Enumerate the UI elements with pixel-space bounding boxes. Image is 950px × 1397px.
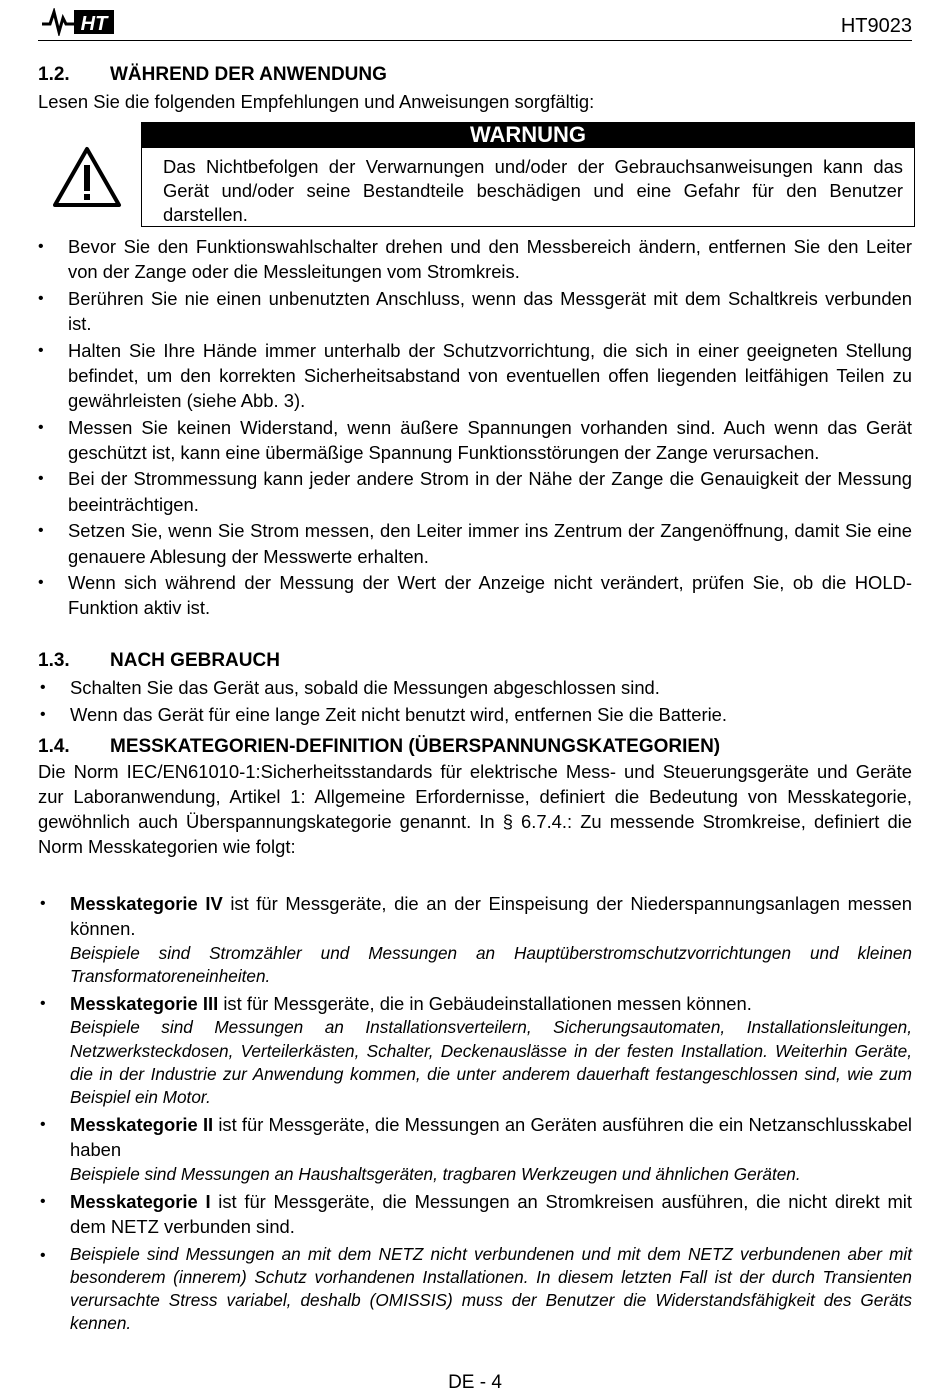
list-item: • Wenn das Gerät für eine lange Zeit nicht benutzt wird, entfernen Sie die Batterie. bbox=[70, 702, 914, 727]
model-name: HT9023 bbox=[840, 15, 912, 37]
header-divider bbox=[38, 40, 912, 41]
category-term: Messkategorie II bbox=[70, 1114, 214, 1136]
list-item: • Berühren Sie nie einen unbenutzten Anschluss, wenn das Messgerät mit dem Schaltkreis verbunden ist. bbox=[68, 286, 912, 337]
category-text: ist für Messgeräte, die an der Einspeisung der Niederspannungsanlagen messen können. bbox=[70, 893, 912, 940]
category-term: Messkategorie III bbox=[70, 993, 219, 1014]
section-heading-1-2 bbox=[38, 64, 387, 86]
section-heading-1-4 bbox=[38, 736, 720, 758]
section-title: NACH GEBRAUCH bbox=[110, 650, 280, 671]
usage-list bbox=[68, 234, 912, 622]
ht-logo bbox=[40, 8, 116, 36]
category-term: Messkategorie IV bbox=[70, 893, 223, 914]
category-example: Beispiele sind Messungen an Haushaltsgeräten, tragbaren Werkzeugen und ähnlichen Geräten. bbox=[70, 1163, 801, 1184]
category-example: Beispiele sind Messungen an Installationsverteilern, Sicherungsautomaten, Installationsleitungen, Netzwerksteckdosen, Verteilerkästen, Schalter, Deckenauslässe in der festen Installation. Weiterhin Geräte, die in der Industrie zur Anwendung kommen, die unter anderem dauerhaft festangeschlossen sind, wie zum Beispiel ein Motor. bbox=[70, 1017, 912, 1107]
after-use-list bbox=[70, 675, 914, 728]
section-number: 1.3. bbox=[38, 650, 70, 671]
section-title: MESSKATEGORIEN-DEFINITION (ÜBERSPANNUNGSKATEGORIEN) bbox=[110, 736, 721, 757]
warning-title: WARNUNG bbox=[141, 122, 915, 148]
category-item bbox=[70, 991, 912, 1109]
category-item bbox=[70, 1243, 912, 1336]
list-item: • Schalten Sie das Gerät aus, sobald die Messungen abgeschlossen sind. bbox=[70, 675, 914, 700]
list-item: • Setzen Sie, wenn Sie Strom messen, den Leiter immer ins Zentrum der Zangenöffnung, damit Sie eine genauere Ablesung der Messwerte erhalten. bbox=[68, 518, 912, 569]
warning-text: Das Nichtbefolgen der Verwarnungen und/oder der Gebrauchsanweisungen kann das Gerät und/oder seine Bestandteile beschädigen und eine Gefahr für den Benutzer darstellen. bbox=[163, 156, 903, 225]
category-item bbox=[70, 1189, 912, 1240]
category-example: • Beispiele sind Messungen an mit dem NETZ nicht verbundenen und mit dem NETZ verbundenen aber mit besonderem (innerem) Schutz vorhandenen Installationen. In diesem letzten Fall ist der durch Transienten verursachte Stress variabel, deshalb (OMISSIS) muss der Benutzer die Widerstandsfähigkeit des Geräts kennen. bbox=[70, 1243, 912, 1334]
category-text: ist für Messgeräte, die Messungen an Stromkreisen ausführen, die nicht direkt mit dem NETZ verbunden sind. bbox=[70, 1190, 912, 1238]
warning-triangle-icon bbox=[52, 145, 122, 209]
category-text: ist für Messgeräte, die Messungen an Geräten ausführen die ein Netzanschlusskabel haben bbox=[70, 1114, 913, 1161]
category-text: ist für Messgeräte, die in Gebäudeinstallationen messen können. bbox=[218, 993, 752, 1014]
category-example: Beispiele sind Stromzähler und Messungen an Hauptüberstromschutzvorrichtungen und kleinen Transformatoreneinheiten. bbox=[70, 942, 912, 986]
list-item: • Messen Sie keinen Widerstand, wenn äußere Spannungen vorhanden sind. Auch wenn das Gerät geschützt ist, kann eine übermäßige Spannung Funktionsstörungen der Zange verursachen. bbox=[68, 415, 912, 466]
list-item: • Halten Sie Ihre Hände immer unterhalb der Schutzvorrichtung, die sich in einer geeigneten Stellung befindet, um den korrekten Sicherheitsabstand von eventuellen offen liegenden leitfähigen Teilen zu gewährleisten (siehe Abb. 3). bbox=[68, 338, 912, 414]
list-item: • Bevor Sie den Funktionswahlschalter drehen und den Messbereich ändern, entfernen Sie den Leiter von der Zange oder die Messleitungen vom Stromkreis. bbox=[68, 234, 912, 285]
section-number: 1.4. bbox=[38, 736, 70, 757]
section-number: 1.2. bbox=[38, 64, 70, 85]
category-term: Messkategorie I bbox=[70, 1190, 211, 1212]
logo-text: HT bbox=[80, 13, 108, 35]
list-item: • Bei der Strommessung kann jeder andere Strom in der Nähe der Zange die Genauigkeit der Messung beeinträchtigen. bbox=[68, 466, 912, 517]
section-title: WÄHREND DER ANWENDUNG bbox=[110, 64, 387, 85]
category-item bbox=[70, 891, 912, 988]
category-list bbox=[70, 891, 912, 1338]
section-heading-1-3 bbox=[38, 650, 280, 672]
list-item: • Wenn sich während der Messung der Wert der Anzeige nicht verändert, prüfen Sie, ob die HOLD-Funktion aktiv ist. bbox=[68, 570, 912, 621]
section-intro: Die Norm IEC/EN61010-1:Sicherheitsstandards für elektrische Mess- und Steuerungsgeräte und Geräte zur Laboranwendung, Artikel 1: Allgemeine Erfordernisse, definiert die Bedeutung von Messkategorie, gewöhnlich auch Überspannungskategorie genannt. In § 6.7.4.: Zu messende Stromkreise, definiert die Norm Messkategorien wie folgt: bbox=[38, 761, 912, 857]
section-intro: Lesen Sie die folgenden Empfehlungen und Anweisungen sorgfältig: bbox=[38, 91, 595, 112]
category-item bbox=[70, 1112, 912, 1186]
page-number: DE - 4 bbox=[448, 1372, 502, 1393]
